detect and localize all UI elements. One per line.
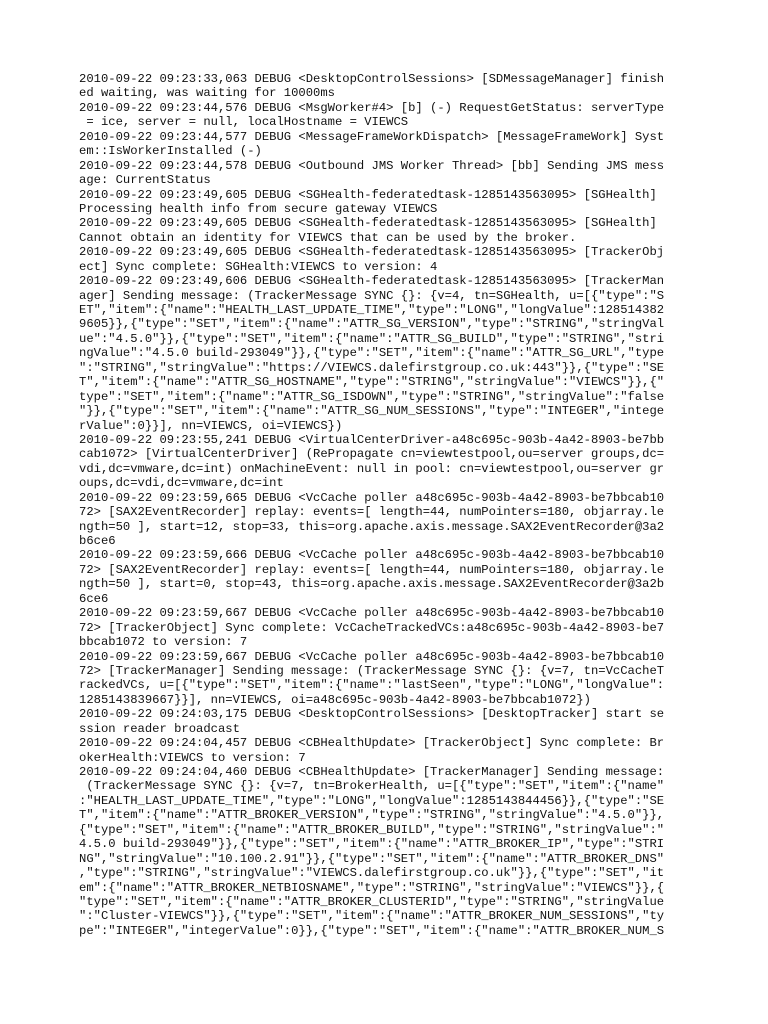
log-line: 2010-09-22 09:23:44,578 DEBUG <Outbound JMS Worker Thread> [bb] Sending JMS mess [79, 158, 665, 173]
log-line: ":"STRING","stringValue":"https://VIEWCS.dalefirstgroup.co.uk:443"}},{"type":"SE [79, 360, 665, 375]
log-line: 2010-09-22 09:24:04,457 DEBUG <CBHealthUpdate> [TrackerObject] Sync complete: Br [79, 736, 665, 751]
log-line: b6ce6 [79, 534, 116, 548]
log-line: 6ce6 [79, 591, 109, 606]
log-line: okerHealth:VIEWCS to version: 7 [79, 750, 306, 765]
log-line: 2010-09-22 09:23:55,241 DEBUG <VirtualCenterDriver-a48c695c-903b-4a42-8903-be7bb [79, 432, 665, 447]
log-line: 72> [SAX2EventRecorder] replay: events=[ length=44, numPointers=180, objarray.le [79, 505, 665, 520]
log-line: bbcab1072 to version: 7 [79, 635, 248, 650]
log-body [79, 72, 699, 938]
log-document [79, 72, 699, 938]
log-line: {"type":"SET","item":{"name":"ATTR_BROKER_BUILD","type":"STRING","stringValue":" [79, 822, 665, 837]
log-line: ect] Sync complete: SGHealth:VIEWCS to version: 4 [79, 259, 438, 274]
log-line: ager] Sending message: (TrackerMessage SYNC {}: {v=4, tn=SGHealth, u=[{"type":"S [79, 288, 665, 303]
log-line: rackedVCs, u=[{"type":"SET","item":{"name":"lastSeen","type":"LONG","longValue": [79, 678, 665, 693]
log-line: T","item":{"name":"ATTR_BROKER_VERSION","type":"STRING","stringValue":"4.5.0"}}, [79, 808, 665, 823]
log-line: 2010-09-22 09:24:03,175 DEBUG <DesktopControlSessions> [DesktopTracker] start se [79, 707, 665, 722]
log-line: 2010-09-22 09:23:49,605 DEBUG <SGHealth-federatedtask-1285143563095> [SGHealth] [79, 187, 657, 202]
log-line: "}},{"type":"SET","item":{"name":"ATTR_SG_NUM_SESSIONS","type":"INTEGER","intege [79, 404, 665, 419]
log-line: em":{"name":"ATTR_BROKER_NETBIOSNAME","type":"STRING","stringValue":"VIEWCS"}},{ [79, 880, 665, 895]
log-line: oups,dc=vdi,dc=vmware,dc=int [79, 476, 284, 491]
log-line: T","item":{"name":"ATTR_SG_HOSTNAME","type":"STRING","stringValue":"VIEWCS"}},{" [79, 375, 665, 390]
log-line: (TrackerMessage SYNC {}: {v=7, tn=BrokerHealth, u=[{"type":"SET","item":{"name" [79, 779, 665, 794]
log-line: ,"type":"STRING","stringValue":"VIEWCS.dalefirstgroup.co.uk"}},{"type":"SET","it [79, 866, 665, 881]
log-line: 72> [TrackerObject] Sync complete: VcCacheTrackedVCs:a48c695c-903b-4a42-8903-be7 [79, 620, 665, 635]
log-line: 2010-09-22 09:23:59,666 DEBUG <VcCache poller a48c695c-903b-4a42-8903-be7bbcab10 [79, 548, 665, 563]
log-line: 4.5.0 build-293049"}},{"type":"SET","item":{"name":"ATTR_BROKER_IP","type":"STRI [79, 837, 665, 852]
log-line: = ice, server = null, localHostname = VIEWCS [79, 115, 409, 130]
log-line: 2010-09-22 09:24:04,460 DEBUG <CBHealthUpdate> [TrackerManager] Sending message: [79, 765, 665, 779]
log-line: 2010-09-22 09:23:44,577 DEBUG <MessageFrameWorkDispatch> [MessageFrameWork] Syst [79, 129, 665, 144]
log-line: ":"Cluster-VIEWCS"}},{"type":"SET","item":{"name":"ATTR_BROKER_NUM_SESSIONS","ty [79, 909, 665, 924]
log-line: Processing health info from secure gateway VIEWCS [79, 201, 438, 216]
log-line: ed waiting, was waiting for 10000ms [79, 86, 335, 101]
log-line: 2010-09-22 09:23:44,576 DEBUG <MsgWorker#4> [b] (-) RequestGetStatus: serverType [79, 100, 665, 115]
log-line: ssion reader broadcast [79, 721, 240, 736]
log-line: Cannot obtain an identity for VIEWCS that can be used by the broker. [79, 230, 577, 245]
log-line: 72> [TrackerManager] Sending message: (TrackerMessage SYNC {}: {v=7, tn=VcCacheT [79, 663, 665, 678]
log-line: NG","stringValue":"10.100.2.91"}},{"type":"SET","item":{"name":"ATTR_BROKER_DNS" [79, 851, 665, 866]
log-line: 2010-09-22 09:23:49,605 DEBUG <SGHealth-federatedtask-1285143563095> [SGHealth] [79, 216, 657, 231]
log-line: ue":"4.5.0"}},{"type":"SET","item":{"name":"ATTR_SG_BUILD","type":"STRING","stri [79, 331, 665, 346]
log-line: ngth=50 ], start=0, stop=43, this=org.apache.axis.message.SAX2EventRecorder@3a2b [79, 577, 665, 592]
log-line: pe":"INTEGER","integerValue":0}},{"type":"SET","item":{"name":"ATTR_BROKER_NUM_S [79, 923, 665, 938]
log-line: 2010-09-22 09:23:49,605 DEBUG <SGHealth-federatedtask-1285143563095> [TrackerObj [79, 245, 665, 260]
log-line: 72> [SAX2EventRecorder] replay: events=[ length=44, numPointers=180, objarray.le [79, 562, 665, 577]
log-line: 9605}},{"type":"SET","item":{"name":"ATTR_SG_VERSION","type":"STRING","stringVal [79, 317, 665, 332]
log-line: 2010-09-22 09:23:59,667 DEBUG <VcCache poller a48c695c-903b-4a42-8903-be7bbcab10 [79, 606, 665, 621]
log-line: 2010-09-22 09:23:59,667 DEBUG <VcCache poller a48c695c-903b-4a42-8903-be7bbcab10 [79, 649, 665, 664]
log-line: "type":"SET","item":{"name":"ATTR_BROKER_CLUSTERID","type":"STRING","stringValue [79, 894, 665, 909]
log-line: type":"SET","item":{"name":"ATTR_SG_ISDOWN","type":"STRING","stringValue":"false [79, 389, 665, 404]
log-line: 1285143839667}}], nn=VIEWCS, oi=a48c695c-903b-4a42-8903-be7bbcab1072}) [79, 692, 591, 707]
log-line: rValue":0}}], nn=VIEWCS, oi=VIEWCS}) [79, 418, 343, 433]
log-line: ET","item":{"name":"HEALTH_LAST_UPDATE_TIME","type":"LONG","longValue":128514382 [79, 303, 665, 317]
log-line: em::IsWorkerInstalled (-) [79, 144, 262, 159]
log-line: age: CurrentStatus [79, 173, 211, 188]
log-line: cab1072> [VirtualCenterDriver] (RePropagate cn=viewtestpool,ou=server groups,dc= [79, 447, 665, 462]
log-line: 2010-09-22 09:23:49,606 DEBUG <SGHealth-federatedtask-1285143563095> [TrackerMan [79, 274, 665, 289]
log-line: 2010-09-22 09:23:59,665 DEBUG <VcCache poller a48c695c-903b-4a42-8903-be7bbcab10 [79, 490, 665, 505]
log-line: :"HEALTH_LAST_UPDATE_TIME","type":"LONG","longValue":1285143844456}},{"type":"SE [79, 793, 665, 808]
log-line: ngth=50 ], start=12, stop=33, this=org.apache.axis.message.SAX2EventRecorder@3a2 [79, 519, 665, 534]
log-line: ngValue":"4.5.0 build-293049"}},{"type":"SET","item":{"name":"ATTR_SG_URL","type [79, 346, 665, 361]
log-line: 2010-09-22 09:23:33,063 DEBUG <DesktopControlSessions> [SDMessageManager] finish [79, 72, 665, 86]
log-line: vdi,dc=vmware,dc=int) onMachineEvent: null in pool: cn=viewtestpool,ou=server gr [79, 461, 665, 476]
